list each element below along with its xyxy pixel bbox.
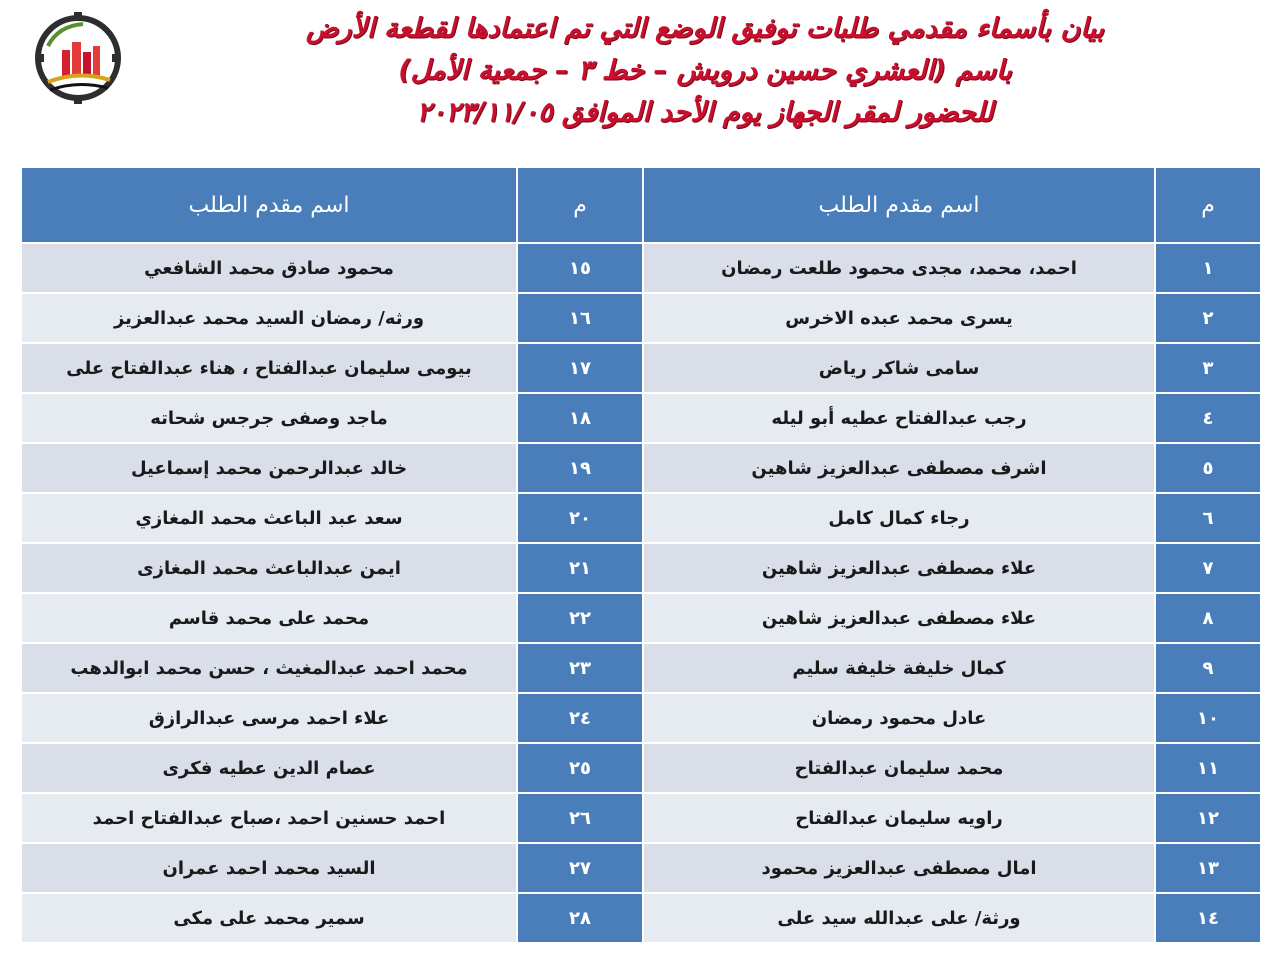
row-number-cell: ٢٦ — [517, 793, 643, 843]
applicant-name-cell: كمال خليفة خليفة سليم — [643, 643, 1155, 693]
applicant-name-cell: راويه سليمان عبدالفتاح — [643, 793, 1155, 843]
column-header-applicant-name: اسم مقدم الطلب — [643, 167, 1155, 243]
applicant-name-cell: امال مصطفى عبدالعزيز محمود — [643, 843, 1155, 893]
row-number-cell: ١٣ — [1155, 843, 1261, 893]
row-number-cell: ٢٠ — [517, 493, 643, 543]
header-date-line: للحضور لمقر الجهاز يوم الأحد الموافق ٢٠٢٣/١١/٠٥ — [416, 97, 994, 128]
table-row — [21, 693, 1261, 743]
row-number-cell: ٢٥ — [517, 743, 643, 793]
row-number-cell: ٨ — [1155, 593, 1261, 643]
column-header-applicant-name: اسم مقدم الطلب — [21, 167, 517, 243]
header-title-line: بيان بأسماء مقدمي طلبات توفيق الوضع التي تم اعتمادها لقطعة الأرض — [305, 13, 1105, 44]
row-number-cell: ١٢ — [1155, 793, 1261, 843]
row-number-cell: ١٥ — [517, 243, 643, 293]
document-header — [150, 8, 1260, 130]
row-number-cell: ٣ — [1155, 343, 1261, 393]
applicant-name-cell: علاء احمد مرسى عبدالرازق — [21, 693, 517, 743]
table-row — [21, 343, 1261, 393]
table-row — [21, 893, 1261, 943]
row-number-cell: ٢٣ — [517, 643, 643, 693]
applicant-name-cell: علاء مصطفى عبدالعزيز شاهين — [643, 543, 1155, 593]
applicant-name-cell: سمير محمد على مكى — [21, 893, 517, 943]
row-number-cell: ١٨ — [517, 393, 643, 443]
applicant-name-cell: علاء مصطفى عبدالعزيز شاهين — [643, 593, 1155, 643]
table-header-row — [21, 167, 1261, 243]
table-row — [21, 743, 1261, 793]
header-plot-line: باسم (العشري حسين درويش – خط ٣ – جمعية الأمل) — [398, 55, 1012, 86]
applicant-name-cell: ورثة/ على عبدالله سيد على — [643, 893, 1155, 943]
row-number-cell: ٢١ — [517, 543, 643, 593]
applicant-name-cell: محمود صادق محمد الشافعي — [21, 243, 517, 293]
table-row — [21, 843, 1261, 893]
row-number-cell: ١٤ — [1155, 893, 1261, 943]
applicant-name-cell: محمد سليمان عبدالفتاح — [643, 743, 1155, 793]
column-header-number: م — [1155, 167, 1261, 243]
row-number-cell: ٢ — [1155, 293, 1261, 343]
row-number-cell: ٢٢ — [517, 593, 643, 643]
applicant-name-cell: ايمن عبدالباعث محمد المغازى — [21, 543, 517, 593]
organization-logo — [28, 6, 128, 106]
row-number-cell: ٤ — [1155, 393, 1261, 443]
row-number-cell: ١ — [1155, 243, 1261, 293]
row-number-cell: ١٩ — [517, 443, 643, 493]
row-number-cell: ١٦ — [517, 293, 643, 343]
applicants-table — [20, 166, 1262, 944]
table-row — [21, 393, 1261, 443]
table-row — [21, 643, 1261, 693]
table-row — [21, 793, 1261, 843]
row-number-cell: ٢٤ — [517, 693, 643, 743]
table-row — [21, 443, 1261, 493]
applicant-name-cell: احمد، محمد، مجدى محمود طلعت رمضان — [643, 243, 1155, 293]
row-number-cell: ١٧ — [517, 343, 643, 393]
row-number-cell: ٧ — [1155, 543, 1261, 593]
row-number-cell: ١١ — [1155, 743, 1261, 793]
table-row — [21, 293, 1261, 343]
applicant-name-cell: عادل محمود رمضان — [643, 693, 1155, 743]
row-number-cell: ٢٨ — [517, 893, 643, 943]
applicant-name-cell: رجاء كمال كامل — [643, 493, 1155, 543]
applicant-name-cell: ماجد وصفى جرجس شحاته — [21, 393, 517, 443]
applicant-name-cell: يسرى محمد عبده الاخرس — [643, 293, 1155, 343]
row-number-cell: ٥ — [1155, 443, 1261, 493]
applicant-name-cell: عصام الدين عطيه فكرى — [21, 743, 517, 793]
table-row — [21, 593, 1261, 643]
column-header-number: م — [517, 167, 643, 243]
row-number-cell: ٢٧ — [517, 843, 643, 893]
row-number-cell: ٩ — [1155, 643, 1261, 693]
applicant-name-cell: السيد محمد احمد عمران — [21, 843, 517, 893]
table-row — [21, 243, 1261, 293]
applicant-name-cell: ورثه/ رمضان السيد محمد عبدالعزيز — [21, 293, 517, 343]
applicant-name-cell: خالد عبدالرحمن محمد إسماعيل — [21, 443, 517, 493]
row-number-cell: ٦ — [1155, 493, 1261, 543]
table-row — [21, 493, 1261, 543]
applicant-name-cell: محمد احمد عبدالمغيث ، حسن محمد ابوالدهب — [21, 643, 517, 693]
applicant-name-cell: محمد على محمد قاسم — [21, 593, 517, 643]
table-row — [21, 543, 1261, 593]
applicant-name-cell: احمد حسنين احمد ،صباح عبدالفتاح احمد — [21, 793, 517, 843]
applicant-name-cell: رجب عبدالفتاح عطيه أبو ليله — [643, 393, 1155, 443]
applicant-name-cell: سامى شاكر رياض — [643, 343, 1155, 393]
applicant-name-cell: سعد عبد الباعث محمد المغازي — [21, 493, 517, 543]
row-number-cell: ١٠ — [1155, 693, 1261, 743]
applicant-name-cell: اشرف مصطفى عبدالعزيز شاهين — [643, 443, 1155, 493]
applicant-name-cell: بيومى سليمان عبدالفتاح ، هناء عبدالفتاح على — [21, 343, 517, 393]
